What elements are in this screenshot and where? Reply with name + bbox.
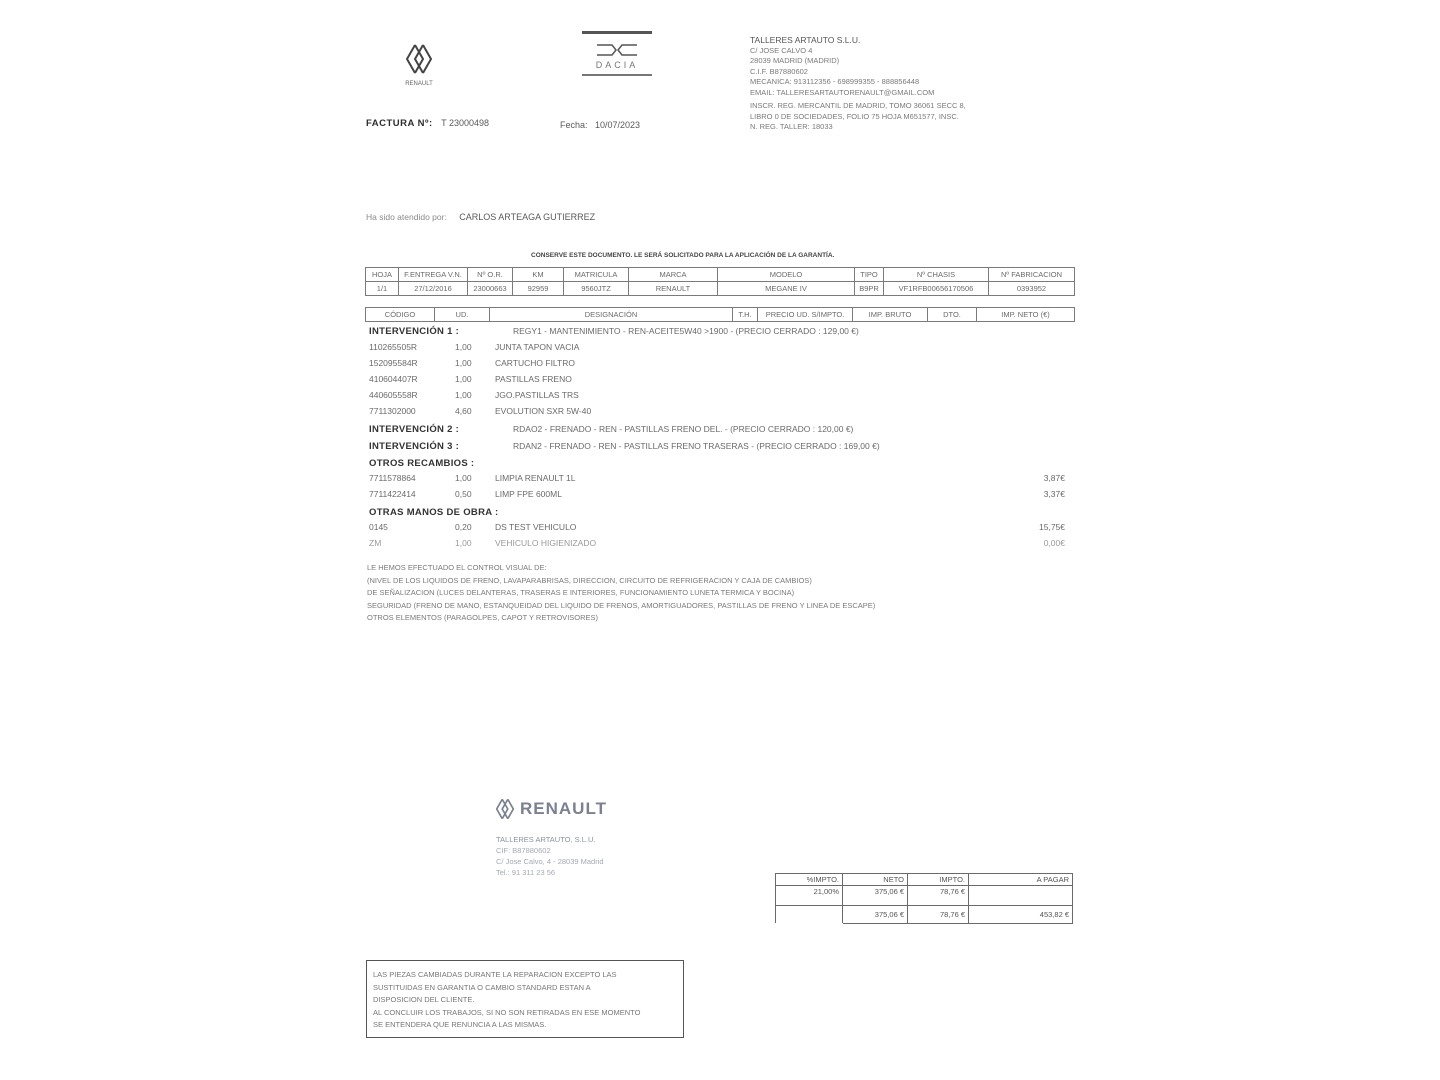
tax-rate: 21,00%: [776, 886, 843, 906]
item-amount: 3,37€: [1043, 489, 1065, 499]
item-qty: 1,00: [455, 342, 472, 352]
item-code: 110265505R: [369, 342, 418, 352]
item-code: 0145: [369, 522, 388, 532]
dacia-emblem-icon: [582, 42, 652, 60]
td-cell: MEGANE IV: [718, 282, 855, 296]
customer-name: CARLOS ARTEAGA GUTIERREZ: [459, 212, 596, 222]
invoice-number-row: [366, 113, 489, 131]
td-cell: B9PR: [855, 282, 884, 296]
td-cell: 92959: [513, 282, 564, 296]
neto-value: 375,06 €: [843, 886, 908, 906]
intervention-2-row: [369, 424, 1065, 435]
note-line: LE HEMOS EFECTUADO EL CONTROL VISUAL DE:: [367, 563, 547, 572]
totals-header-cell: NETO: [843, 874, 908, 886]
totals-header-cell: %IMPTO.: [776, 874, 843, 886]
renault-diamond-icon: [496, 796, 514, 822]
warranty-notice: CONSERVE ESTE DOCUMENTO. LE SERÁ SOLICITADO PARA LA APLICACIÓN DE LA GARANTÍA.: [531, 252, 835, 259]
item-amount: 15,75€: [1039, 522, 1065, 532]
total-neto: 375,06 €: [843, 906, 908, 924]
renault-diamond-icon: [406, 44, 432, 74]
item-desc: LIMP FPE 600ML: [495, 489, 562, 499]
note-line: SEGURIDAD (FRENO DE MANO, ESTANQUEIDAD DEL LIQUIDO DE FRENOS, AMORTIGUADORES, PASTILLAS DE FRENO Y LINEA DE ESCAPE): [367, 600, 876, 610]
intervention-3-row: [369, 441, 1065, 452]
item-qty: 1,00: [455, 473, 472, 483]
th-cell: CÓDIGO: [366, 308, 435, 322]
note-line: (NIVEL DE LOS LIQUIDOS DE FRENO, LAVAPARABRISAS, DIRECCION, CIRCUITO DE REFRIGERACION Y CAJA DE CAMBIOS): [367, 575, 812, 585]
company-stamp: [496, 796, 607, 878]
th-cell: MARCA: [629, 268, 718, 282]
note-line: DE SEÑALIZACION (LUCES DELANTERAS, TRASERAS E INTERIORES, FUNCIONAMIENTO LUNETA TERMICA Y BOCINA): [367, 588, 795, 597]
date-value: 10/07/2023: [594, 120, 641, 130]
date-label: Fecha:: [560, 120, 588, 130]
stamp-brand: RENAULT: [520, 799, 607, 818]
td-cell: 9560JTZ: [564, 282, 629, 296]
company-line: LIBRO 0 DE SOCIEDADES, FOLIO 75 HOJA M651577, INSC.: [750, 111, 959, 121]
amount-due: 453,82 €: [969, 906, 1073, 924]
totals-sum-row: [776, 906, 1073, 924]
stamp-line: TALLERES ARTAUTO, S.L.U.: [496, 835, 596, 844]
stamp-line: CIF: B87880602: [496, 846, 551, 855]
invoice-label: FACTURA Nº:: [366, 118, 433, 129]
totals-header-cell: IMPTO.: [908, 874, 969, 886]
company-line: MECANICA: 913112356 - 698999355 - 888856448: [750, 77, 920, 86]
th-cell: Nº CHASIS: [884, 268, 989, 282]
item-qty: 1,00: [455, 390, 472, 400]
disclaimer-line: SUSTITUIDAS EN GARANTIA O CAMBIO STANDARD ESTAN A: [373, 982, 591, 992]
th-cell: T.H.: [733, 308, 758, 322]
dacia-logo: [582, 31, 652, 76]
item-code: 7711302000: [369, 406, 416, 416]
disclaimer-line: LAS PIEZAS CAMBIADAS DURANTE LA REPARACION EXCEPTO LAS: [373, 970, 617, 979]
company-line: N. REG. TALLER: 18033: [750, 122, 833, 131]
th-cell: F.ENTREGA V.N.: [399, 268, 468, 282]
th-cell: TIPO: [855, 268, 884, 282]
th-cell: MODELO: [718, 268, 855, 282]
intervention-3-label: INTERVENCIÓN 3 :: [369, 441, 460, 452]
intervention-1-description: REGY1 - MANTENIMIENTO - REN-ACEITE5W40 >1900 - (PRECIO CERRADO : 129,00 €): [513, 326, 859, 336]
item-code: 7711422414: [369, 489, 416, 499]
stamp-line: C/ Jose Calvo, 4 - 28039 Madrid: [496, 857, 604, 866]
item-code: 440605558R: [369, 390, 418, 400]
item-amount: 0,00€: [1043, 538, 1065, 548]
th-cell: MATRICULA: [564, 268, 629, 282]
item-desc: CARTUCHO FILTRO: [495, 358, 575, 368]
other-parts-label: OTROS RECAMBIOS :: [369, 458, 475, 469]
intervention-1-row: [369, 326, 1065, 337]
th-cell: KM: [513, 268, 564, 282]
item-qty: 0,20: [455, 522, 472, 532]
invoice-date-row: [560, 115, 640, 133]
company-name: TALLERES ARTAUTO S.L.U.: [750, 35, 861, 45]
td-cell: 27/12/2016: [399, 282, 468, 296]
th-cell: DESIGNACIÓN: [490, 308, 733, 322]
renault-wordmark: RENAULT: [405, 81, 433, 87]
vehicle-table-row: [366, 282, 1075, 296]
td-cell: RENAULT: [629, 282, 718, 296]
company-line: C/ JOSE CALVO 4: [750, 45, 813, 55]
item-qty: 4,60: [455, 406, 472, 416]
item-desc: JGO.PASTILLAS TRS: [495, 390, 579, 400]
item-qty: 1,00: [455, 374, 472, 384]
disclaimer-line: DISPOSICION DEL CLIENTE.: [373, 995, 475, 1004]
customer-row: [366, 207, 595, 225]
item-qty: 1,00: [455, 358, 472, 368]
disclaimer-box: [366, 960, 684, 1038]
dacia-wordmark: DACIA: [595, 60, 639, 70]
th-cell: UD.: [435, 308, 490, 322]
th-cell: DTO.: [928, 308, 977, 322]
item-desc: LIMPIA RENAULT 1L: [495, 473, 576, 483]
td-cell: 0393952: [989, 282, 1075, 296]
other-labor-label: OTRAS MANOS DE OBRA :: [369, 507, 499, 518]
totals-table: [775, 873, 1073, 924]
th-cell: HOJA: [366, 268, 399, 282]
line-items: [369, 326, 1065, 551]
intervention-2-label: INTERVENCIÓN 2 :: [369, 424, 460, 435]
th-cell: PRECIO UD. S/IMPTO.: [758, 308, 853, 322]
item-desc: DS TEST VEHICULO: [495, 522, 577, 532]
item-qty: 0,50: [455, 489, 472, 499]
disclaimer-line: AL CONCLUIR LOS TRABAJOS, SI NO SON RETIRADAS EN ESE MOMENTO: [373, 1007, 641, 1017]
renault-logo: [396, 44, 442, 87]
item-qty: 1,00: [455, 538, 472, 548]
item-desc: EVOLUTION SXR 5W-40: [495, 406, 592, 416]
inspection-notes: [367, 562, 875, 625]
th-cell: IMP. BRUTO: [853, 308, 928, 322]
item-code: 152095584R: [369, 358, 418, 368]
td-cell: 1/1: [366, 282, 399, 296]
company-info: [750, 35, 966, 133]
vehicle-table-header: [366, 268, 1075, 282]
item-code: 7711578864: [369, 473, 416, 483]
td-cell: VF1RFB00656170506: [884, 282, 989, 296]
item-code: 410604407R: [369, 374, 418, 384]
items-header-table: [365, 307, 1075, 322]
th-cell: IMP. NETO (€): [977, 308, 1075, 322]
empty-cell: [776, 906, 843, 924]
invoice-number: T 23000498: [441, 118, 490, 128]
items-header-row: [366, 308, 1075, 322]
intervention-3-description: RDAN2 - FRENADO - REN - PASTILLAS FRENO TRASERAS - (PRECIO CERRADO : 169,00 €): [513, 441, 880, 451]
intervention-2-description: RDAO2 - FRENADO - REN - PASTILLAS FRENO DEL. - (PRECIO CERRADO : 120,00 €): [513, 424, 854, 434]
item-desc: PASTILLAS FRENO: [495, 374, 572, 384]
total-impto: 78,76 €: [908, 906, 969, 924]
intervention-1-label: INTERVENCIÓN 1 :: [369, 326, 460, 337]
item-code: ZM: [369, 538, 382, 548]
th-cell: Nº FABRICACION: [989, 268, 1075, 282]
company-line: EMAIL: TALLERESARTAUTORENAULT@GMAIL.COM: [750, 87, 935, 97]
impto-value: 78,76 €: [908, 886, 969, 906]
item-desc: JUNTA TAPON VACIA: [495, 342, 580, 352]
note-line: OTROS ELEMENTOS (PARAGOLPES, CAPOT Y RETROVISORES): [367, 613, 599, 622]
item-amount: 3,87€: [1043, 473, 1065, 483]
empty-cell: [969, 886, 1073, 906]
company-line: INSCR. REG. MERCANTIL DE MADRID, TOMO 36061 SECC 8,: [750, 101, 966, 110]
totals-rate-row: [776, 886, 1073, 906]
company-line: C.I.F. B87880602: [750, 66, 808, 76]
vehicle-table: [365, 267, 1075, 296]
company-line: 28039 MADRID (MADRID): [750, 56, 840, 65]
totals-header: [776, 874, 1073, 886]
stamp-line: Tel.: 91 311 23 56: [496, 868, 556, 877]
th-cell: Nº O.R.: [468, 268, 513, 282]
td-cell: 23000663: [468, 282, 513, 296]
item-desc: VEHICULO HIGIENIZADO: [495, 538, 597, 548]
attended-by-label: Ha sido atendido por:: [366, 212, 447, 222]
totals-header-cell: A PAGAR: [969, 874, 1073, 886]
disclaimer-line: SE ENTENDERA QUE RENUNCIA A LAS MISMAS.: [373, 1020, 547, 1029]
